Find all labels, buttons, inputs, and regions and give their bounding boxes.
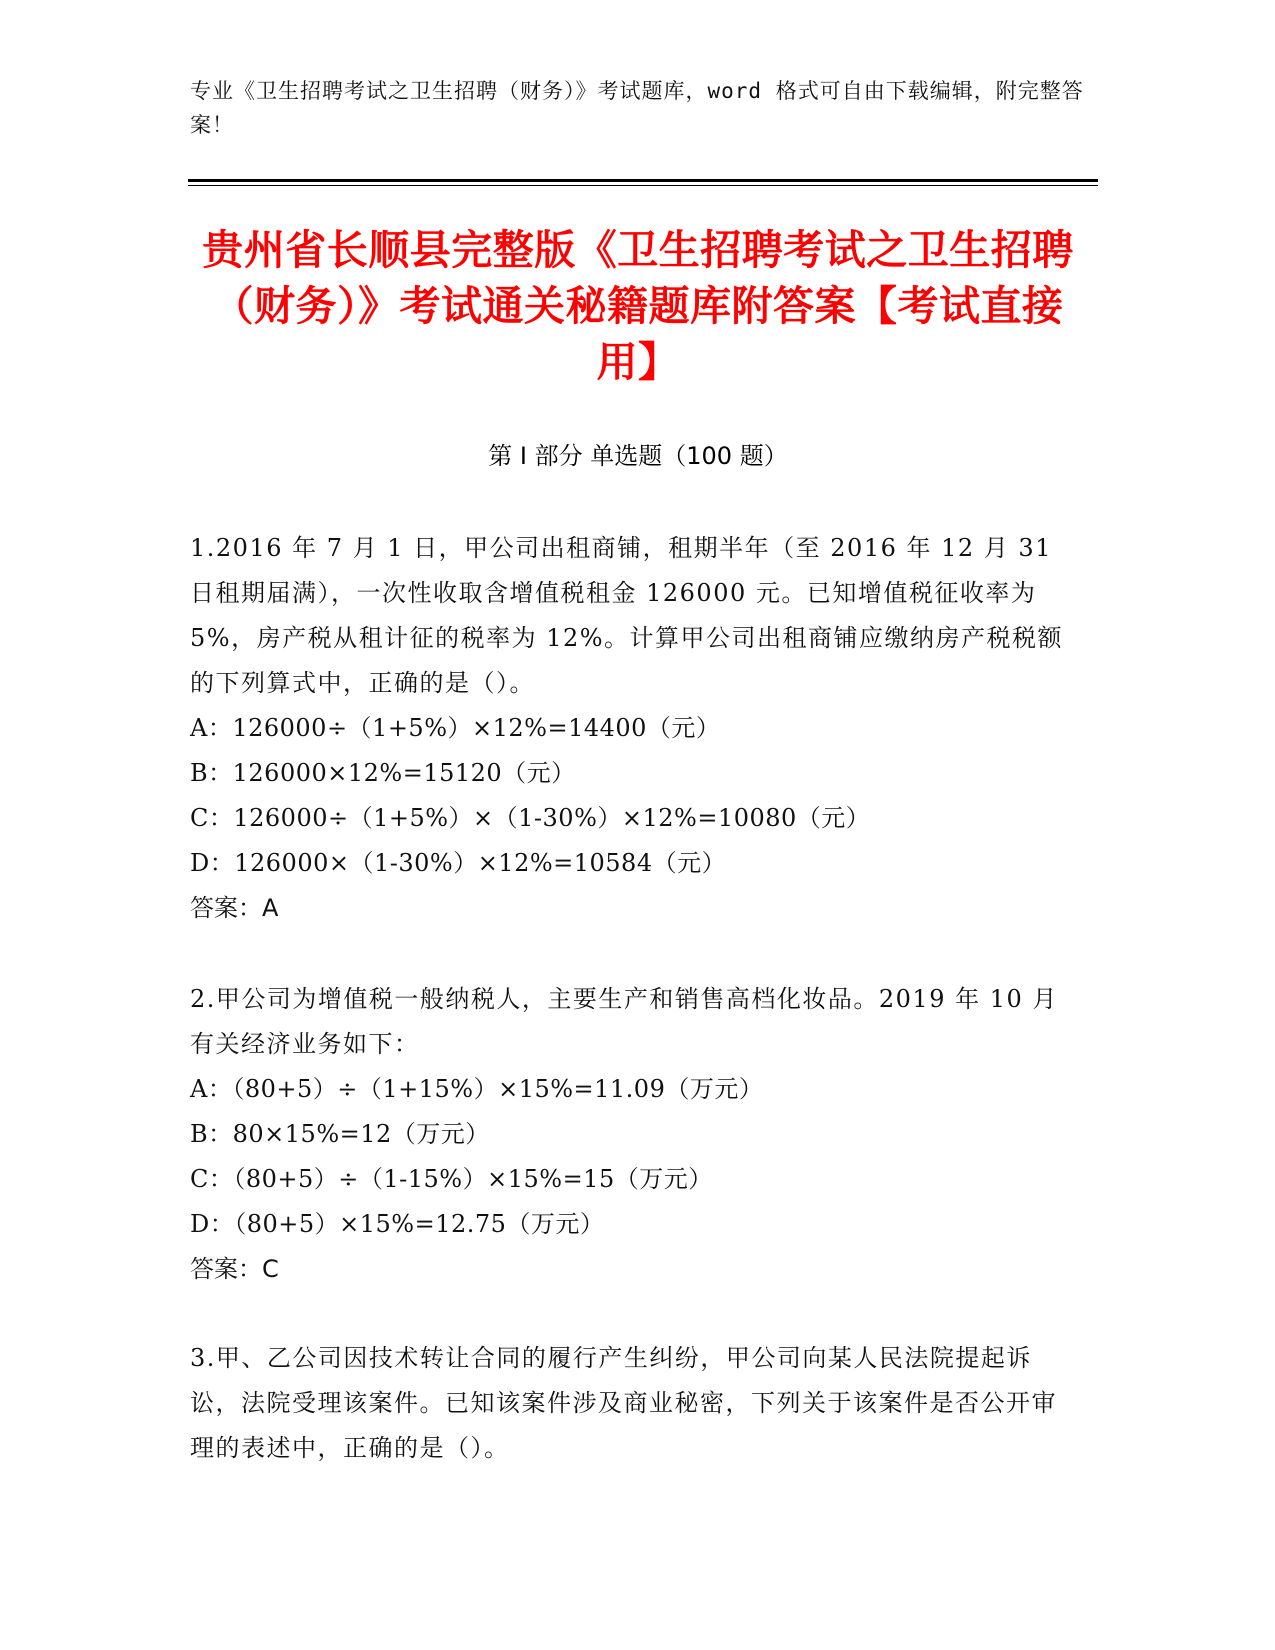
question-1-option-d: D：126000×（1-30%）×12%=10584（元）	[190, 849, 727, 877]
question-3-stem: 3.甲、乙公司因技术转让合同的履行产生纠纷，甲公司向某人民法院提起诉讼，法院受理该案件。已知该案件涉及商业秘密，下列关于该案件是否公开审理的表述中，正确的是（）。	[190, 1344, 1057, 1462]
question-1-answer: 答案：A	[190, 894, 279, 922]
header-divider-thin	[188, 185, 1098, 186]
question-2-stem: 2.甲公司为增值税一般纳税人，主要生产和销售高档化妆品。2019 年 10 月有关经济业务如下：	[190, 985, 1058, 1058]
question-1-stem: 1.2016 年 7 月 1 日，甲公司出租商铺，租期半年（至 2016 年 12 月 31 日租期届满），一次性收取含增值税租金 126000 元。已知增值税征收率为 5%，房产税从租计征的税率为 12%。计算甲公司出租商铺应缴纳房产税税额的下列算式中，正确的是（）。	[190, 534, 1064, 697]
question-2	[190, 977, 1070, 1292]
question-1	[190, 526, 1070, 931]
question-2-option-d: D：（80+5）×15%=12.75（万元）	[190, 1210, 605, 1238]
question-1-option-b: B：126000×12%=15120（元）	[190, 759, 576, 787]
question-1-option-a: A：126000÷（1+5%）×12%=14400（元）	[190, 714, 721, 742]
question-2-option-a: A：（80+5）÷（1+15%）×15%=11.09（万元）	[190, 1075, 764, 1103]
question-2-answer: 答案：C	[190, 1255, 279, 1283]
question-2-option-c: C：（80+5）÷（1-15%）×15%=15（万元）	[190, 1165, 713, 1193]
header-note: 专业《卫生招聘考试之卫生招聘（财务）》考试题库，word 格式可自由下载编辑，附完整答案！	[190, 79, 1084, 137]
section-title: 第 I 部分 单选题（100 题）	[488, 442, 788, 470]
document-title: 贵州省长顺县完整版《卫生招聘考试之卫生招聘（财务）》考试通关秘籍题库附答案【考试直接用】	[202, 226, 1074, 386]
question-2-option-b: B：80×15%=12（万元）	[190, 1120, 490, 1148]
question-3	[190, 1336, 1070, 1471]
header-divider-thick	[188, 179, 1098, 182]
question-1-option-c: C：126000÷（1+5%）×（1-30%）×12%=10080（元）	[190, 804, 871, 832]
